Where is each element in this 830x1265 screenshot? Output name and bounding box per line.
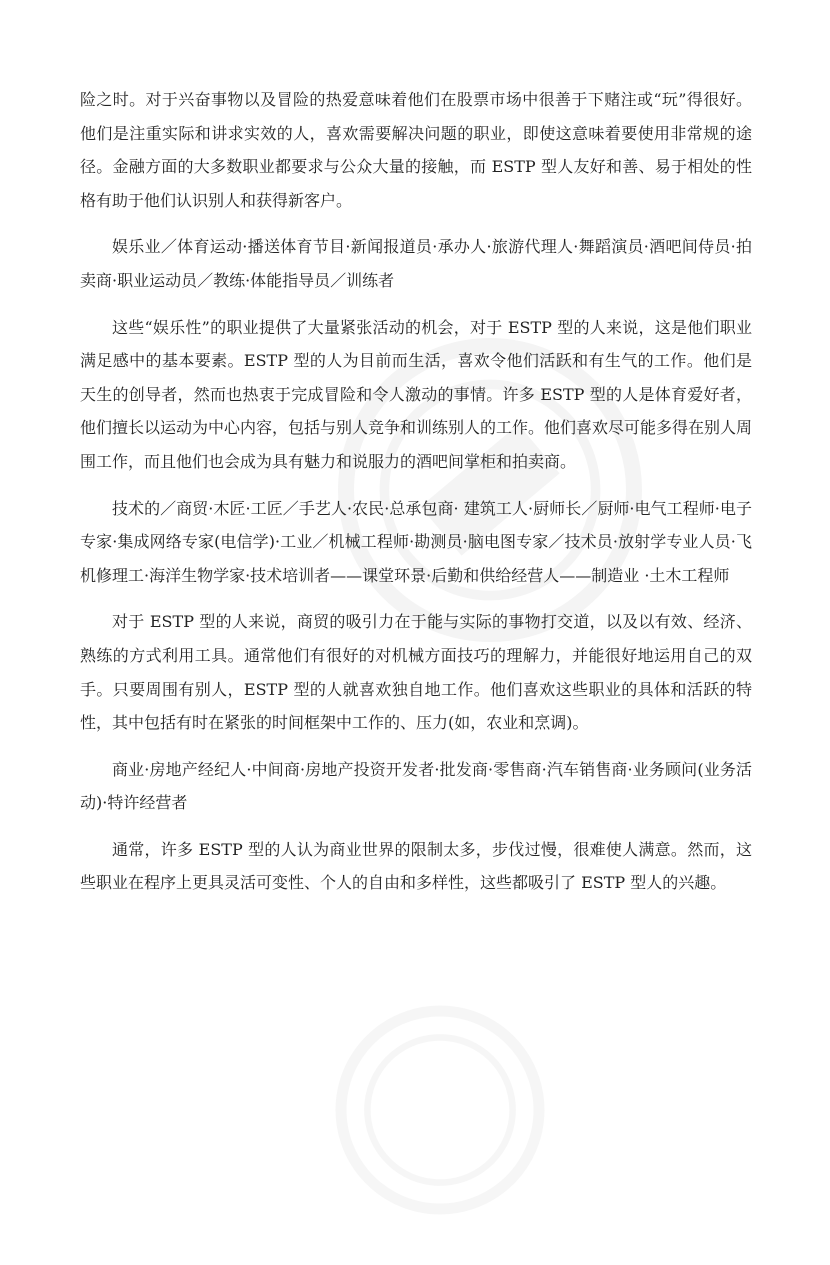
- paragraph-entertainment-list: 娱乐业／体育运动·播送体育节目·新闻报道员·承办人·旅游代理人·舞蹈演员·酒吧间侍员·拍卖商·职业运动员／教练·体能指导员／训练者: [80, 237, 752, 290]
- paragraph-business-desc: 通常，许多 ESTP 型的人认为商业世界的限制太多，步伐过慢，很难使人满意。然而，这些职业在程序上更具灵活可变性、个人的自由和多样性，这些都吸引了 ESTP 型人的兴趣。: [80, 839, 752, 893]
- paragraph-technical-list: 技术的／商贸·木匠·工匠／手艺人·农民·总承包商· 建筑工人·厨师长／厨师·电气工程师·电子专家·集成网络专家(电信学)·工业／机械工程师·勘测员·脑电图专家／技术员·放射学专业人员·飞机修理工·海洋生物学家·技术培训者——课堂环景·后勤和供给经营人——制造业 ·土木工程师: [80, 498, 752, 585]
- paragraph-business-list: 商业·房地产经纪人·中间商·房地产投资开发者·批发商·零售商·汽车销售商·业务顾问(业务活动)·特许经营者: [80, 759, 752, 813]
- watermark-seal-icon-lower: [285, 955, 595, 1265]
- paragraph-entertainment-desc: 这些“娱乐性”的职业提供了大量紧张活动的机会，对于 ESTP 型的人来说，这是他们职业满足感中的基本要素。ESTP 型的人为目前而生活，喜欢令他们活跃和有生气的工作。他们是天生的创导者，然而也热衷于完成冒险和令人激动的事情。许多 ESTP 型的人是体育爱好者，他们擅长以运动为中心内容，包括与别人竞争和训练别人的工作。他们喜欢尽可能多得在别人周围工作，而且他们也会成为具有魅力和说服力的酒吧间掌柜和拍卖商。: [80, 317, 753, 471]
- document-body: [80, 83, 752, 913]
- paragraph-technical-desc: 对于 ESTP 型的人来说，商贸的吸引力在于能与实际的事物打交道，以及以有效、经济、熟练的方式利用工具。通常他们有很好的对机械方面技巧的理解力，并能很好地运用自己的双手。只要周围有别人，ESTP 型的人就喜欢独自地工作。他们喜欢这些职业的具体和活跃的特性，其中包括有时在紧张的时间框架中工作的、压力(如，农业和烹调)。: [80, 612, 752, 733]
- paragraph-finance: 险之时。对于兴奋事物以及冒险的热爱意味着他们在股票市场中很善于下赌注或“玩”得很好。他们是注重实际和讲求实效的人，喜欢需要解决问题的职业，即使这意味着要使用非常规的途径。金融方面的大多数职业都要求与公众大量的接触，而 ESTP 型人友好和善、易于相处的性格有助于他们认识别人和获得新客户。: [80, 90, 752, 210]
